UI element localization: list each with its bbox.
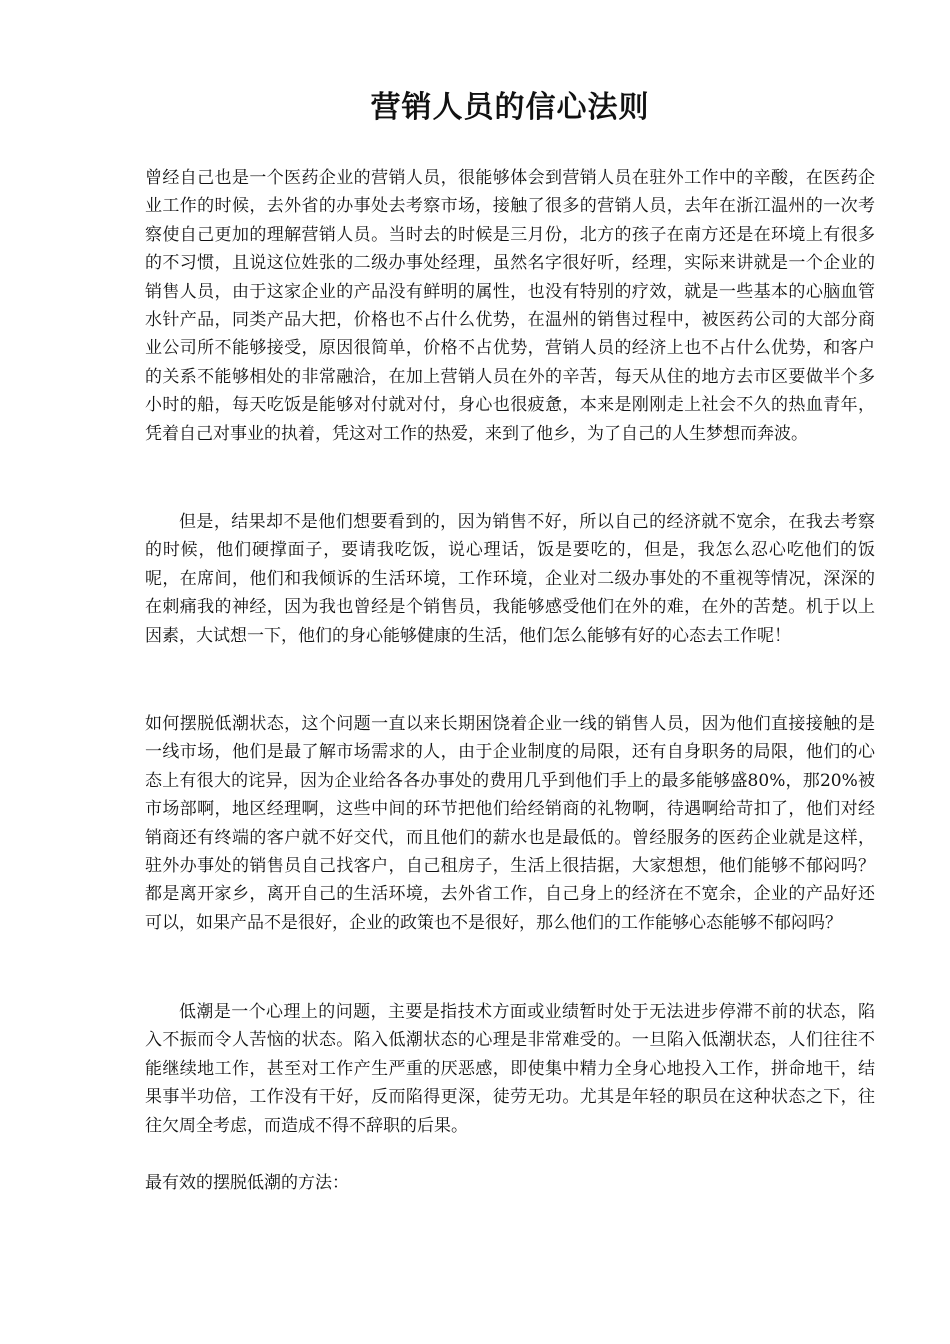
paragraph-3: 如何摆脱低潮状态，这个问题一直以来长期困饶着企业一线的销售人员，因为他们直接接触的是一线市场，他们是最了解市场需求的人，由于企业制度的局限，还有自身职务的局限，他们的心态上有很大的诧异，因为企业给各各办事处的费用几乎到他们手上的最多能够盛80%，那20%被市场部啊，地区经理啊，这些中间的环节把他们给经销商的礼物啊，待遇啊给苛扣了，他们对经销商还有终端的客户就不好交代，而且他们的薪水也是最低的。曾经服务的医药企业就是这样，驻外办事处的销售员自己找客户，自己租房子，生活上很拮据，大家想想，他们能够不郁闷吗？都是离开家乡，离开自己的生活环境，去外省工作，自己身上的经济在不宽余，企业的产品好还可以，如果产品不是很好，企业的政策也不是很好，那么他们的工作能够心态能够不郁闷吗？	[145, 714, 875, 933]
paragraph-4: 低潮是一个心理上的问题，主要是指技术方面或业绩暂时处于无法进步停滞不前的状态，陷入不振而令人苦恼的状态。陷入低潮状态的心理是非常难受的。一旦陷入低潮状态，人们往往不能继续地工作，甚至对工作产生严重的厌恶感，即使集中精力全身心地投入工作，拼命地干，结果事半功倍，工作没有干好，反而陷得更深，徒劳无功。尤其是年轻的职员在这种状态之下，往往欠周全考虑，而造成不得不辞职的后果。	[145, 1002, 875, 1136]
document-title: 营销人员的信心法则	[370, 90, 650, 125]
paragraph-1: 曾经自己也是一个医药企业的营销人员，很能够体会到营销人员在驻外工作中的辛酸，在医药企业工作的时候，去外省的办事处去考察市场，接触了很多的营销人员，去年在浙江温州的一次考察使自己更加的理解营销人员。当时去的时候是三月份，北方的孩子在南方还是在环境上有很多的不习惯，且说这位姓张的二级办事处经理，虽然名字很好听，经理，实际来讲就是一个企业的销售人员，由于这家企业的产品没有鲜明的属性，也没有特别的疗效，就是一些基本的心脑血管水针产品，同类产品大把，价格也不占什么优势，在温州的销售过程中，被医药公司的大部分商业公司所不能够接受，原因很简单，价格不占优势，营销人员的经济上也不占什么优势，和客户的关系不能够相处的非常融洽，在加上营销人员在外的辛苦，每天从住的地方去市区要做半个多小时的船，每天吃饭是能够对付就对付，身心也很疲惫，本来是刚刚走上社会不久的热血青年，凭着自己对事业的执着，凭这对工作的热爱，来到了他乡，为了自己的人生梦想而奔波。	[145, 168, 875, 444]
paragraph-2: 但是，结果却不是他们想要看到的，因为销售不好，所以自己的经济就不宽余，在我去考察的时候，他们硬撑面子，要请我吃饭，说心理话，饭是要吃的，但是，我怎么忍心吃他们的饭呢，在席间，他们和我倾诉的生活环境，工作环境，企业对二级办事处的不重视等情况，深深的在刺痛我的神经，因为我也曾经是个销售员，我能够感受他们在外的难，在外的苦楚。机于以上因素，大试想一下，他们的身心能够健康的生活，他们怎么能够有好的心态去工作呢！	[145, 512, 875, 646]
paragraph-5: 最有效的摆脱低潮的方法：	[145, 1173, 349, 1193]
